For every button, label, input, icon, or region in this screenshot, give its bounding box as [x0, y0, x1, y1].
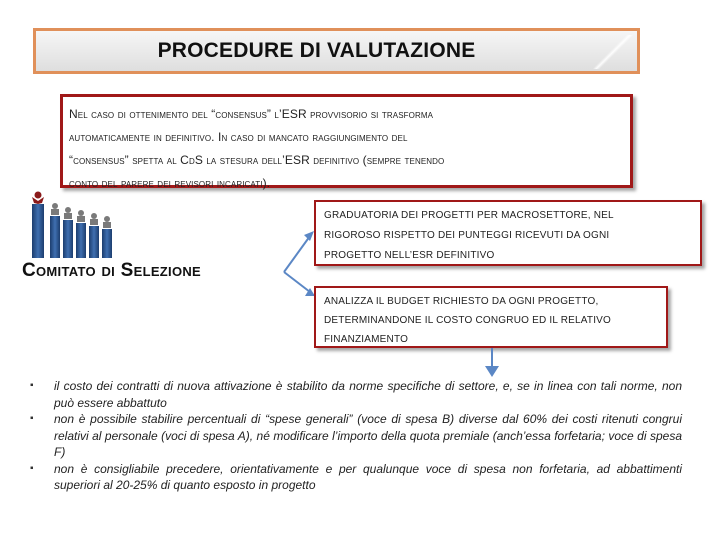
list-item	[28, 461, 682, 494]
bullet-icon: ▪	[30, 462, 34, 474]
ranking-line: GRADUATORIA DEI PROGETTI PER MACROSETTORE, NEL	[324, 210, 614, 221]
intro-line: automaticamente in definitivo. In caso di mancato raggiungimento del	[69, 130, 408, 144]
rules-list	[28, 378, 682, 494]
budget-line: ANALIZZA IL BUDGET RICHIESTO DA OGNI PROGETTO,	[324, 296, 599, 307]
down-arrow-icon	[482, 348, 502, 378]
ranking-box	[314, 200, 702, 266]
intro-line: “consensus” spetta al CdS la stesura dell’ESR definitivo (sempre tenendo	[69, 153, 445, 167]
list-item-text: il costo dei contratti di nuova attivazione è stabilito da norme specifiche di settore, e, se in linea con tali norme, non può essere abbattuto	[54, 379, 682, 410]
committee-label: Comitato di Selezione	[22, 260, 202, 281]
title-banner	[33, 28, 640, 74]
page-title: PROCEDURE DI VALUTAZIONE	[157, 39, 476, 62]
intro-line: Nel caso di ottenimento del “consensus” l’ESR provvisorio si trasforma	[69, 107, 434, 121]
ranking-line: RIGOROSO RISPETTO DEI PUNTEGGI RICEVUTI DA OGNI	[324, 230, 610, 241]
consensus-note-box	[60, 94, 633, 188]
budget-line: FINANZIAMENTO	[324, 334, 409, 345]
budget-box	[314, 286, 668, 348]
list-item	[28, 411, 682, 461]
bullet-icon: ▪	[30, 380, 34, 391]
list-item-text: non è consigliabile precedere, orientativamente e per qualunque voce di spesa non forfetaria, ad abbattimenti superiori al 20-25% di quanto esposto in progetto	[54, 461, 682, 492]
bullet-icon: ▪	[30, 413, 34, 424]
intro-line: conto del parere dei revisori incaricati).	[69, 176, 271, 190]
ranking-line: PROGETTO NELL’ESR DEFINITIVO	[324, 250, 495, 261]
budget-line: DETERMINANDONE IL COSTO CONGRUO ED IL RELATIVO	[324, 315, 612, 326]
list-item-text: non è possibile stabilire percentuali di “spese generali” (voce di spesa B) diverse dal 60% dei costi ritenuti congrui relativi al personale (voci di spesa A), né modificare l’importo della quota premiale (anch’essa forfetaria; voce di spesa F)	[54, 412, 682, 459]
list-item	[28, 378, 682, 411]
leader-bars-icon	[28, 190, 128, 260]
